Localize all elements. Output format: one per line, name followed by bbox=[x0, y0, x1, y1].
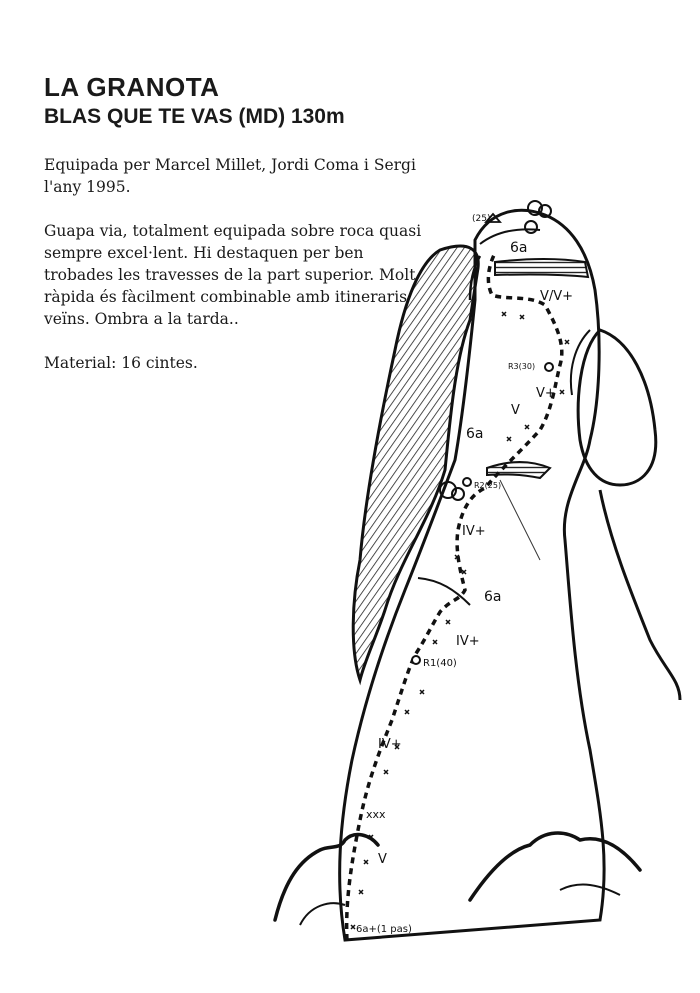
relay-2-marker bbox=[463, 478, 471, 486]
relay-2-label: R2(25) bbox=[474, 481, 502, 490]
relay-1-label: R1(40) bbox=[423, 658, 457, 669]
summary-paragraph: Guapa via, totalment equipada sobre roca quasi sempre excel·lent. Hi destaquen per ben trobades les travesses de la part superior. Molt ràpida és fàcilment combinable amb itineraris veïns. Ombra a la tarda.. bbox=[44, 222, 422, 328]
right-rock bbox=[578, 330, 656, 485]
crag-title: LA GRANOTA bbox=[44, 72, 220, 102]
relay-3-label: R3(30) bbox=[508, 362, 536, 371]
top-anchor-label: (25) bbox=[472, 214, 491, 224]
pitch-label-v-vplus: V/V+ bbox=[540, 289, 574, 304]
overhang-band bbox=[495, 259, 588, 277]
pitch-label-mid-6a: 6a bbox=[466, 426, 484, 442]
pitch-label-v-low: V bbox=[378, 852, 387, 867]
ground-vegetation bbox=[275, 833, 640, 920]
shaded-rock-face bbox=[353, 246, 478, 680]
pitch-label-low-6a: 6a bbox=[484, 589, 502, 605]
pitch-label-start: 6a+(1 pas) bbox=[356, 924, 412, 935]
bolt-cluster-label: xxx bbox=[366, 808, 386, 821]
pitch-label-ivplus-2: IV+ bbox=[456, 634, 480, 649]
pitch-label-ivplus-1: IV+ bbox=[462, 524, 486, 539]
pitch-label-ivplus-3: IV+ bbox=[378, 737, 402, 752]
pitch-label-v: V bbox=[511, 403, 520, 418]
route-subtitle: BLAS QUE TE VAS (MD) 130m bbox=[44, 105, 345, 128]
pitch-label-vplus: V+ bbox=[536, 386, 556, 401]
pitch-label-top-6a: 6a bbox=[510, 240, 528, 256]
relay-3-marker bbox=[545, 363, 553, 371]
credits-paragraph: Equipada per Marcel Millet, Jordi Coma i Sergi l'any 1995. bbox=[44, 156, 416, 196]
relay-1-marker bbox=[412, 656, 420, 664]
material-paragraph: Material: 16 cintes. bbox=[44, 354, 198, 372]
